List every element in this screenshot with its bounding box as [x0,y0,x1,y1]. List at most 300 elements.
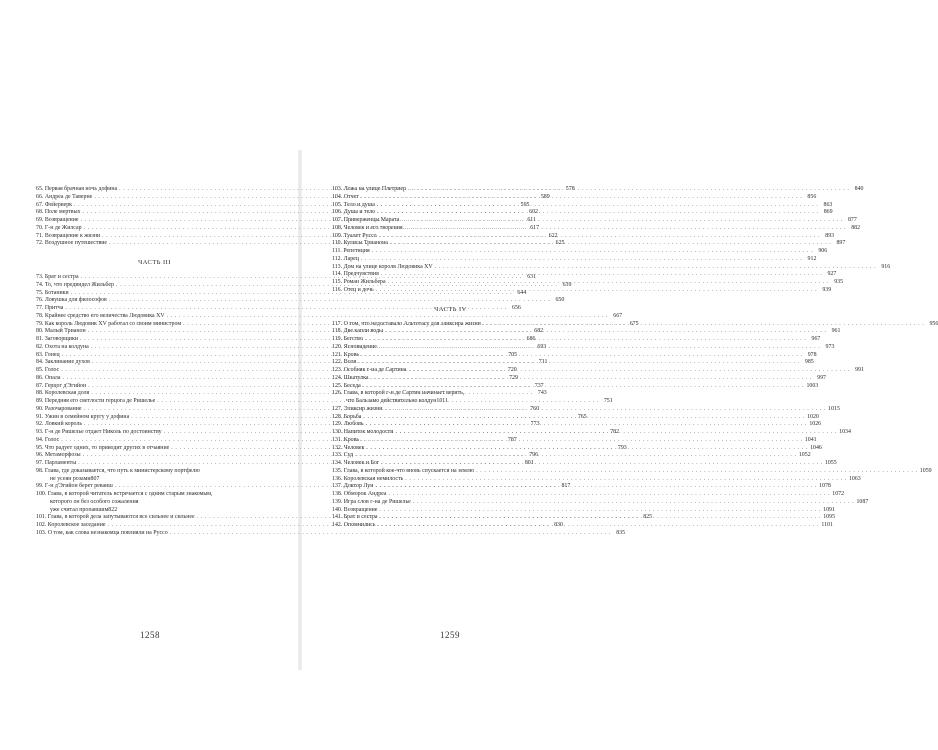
toc-entry-title-text: Передняя его светлости герцога де Ришелье [44,398,156,404]
toc-entry-title [332,483,373,491]
leader-dots [413,499,854,507]
toc-entry-number: 106. [332,209,343,216]
toc-entry-page: 978 [807,351,817,358]
toc-entry-page: 656 [512,305,521,311]
toc-entry-page: 578 [565,186,575,192]
toc-entry [332,217,857,225]
toc-entry [332,271,837,279]
toc-entry-title [332,375,368,383]
leader-dots [370,375,811,383]
toc-entry-number: 91. [36,413,44,420]
toc-entry-title [36,421,82,429]
toc-entry-number: 73. [36,274,44,280]
leader-dots [401,217,842,225]
toc-entry-number: 119. [332,336,343,342]
toc-entry-page: 1003 [806,382,819,389]
toc-entry-page: 1063 [848,475,861,482]
leader-dots [405,225,846,233]
toc-entry-title [332,522,375,530]
leader-dots [355,452,796,460]
toc-entry-title [36,452,81,460]
toc-entry-title [332,437,359,445]
toc-entry-title-text: Воздушное путешествие [44,240,108,247]
toc-entry-title [36,522,105,530]
toc-entry-title-text: Кулисы Трианона [343,240,388,247]
toc-entry-title-text: Гонец [44,351,60,358]
toc-entry-page: 840 [854,186,864,192]
toc-entry-multiline [36,468,273,484]
toc-entry-page: 711 [538,359,548,366]
leader-dots [363,414,804,422]
toc-entry-title-line: 100. Глава, в которой читатель встречается с одним старым знакомым, [36,491,213,497]
leader-dots [361,256,802,264]
toc-entry [332,452,811,460]
toc-entry-page: 877 [847,217,857,223]
toc-entry-number: 129. [332,421,343,428]
toc-entry-page: 830 [554,522,563,528]
toc-entry-title [36,186,117,194]
toc-entry-page: 611 [527,217,536,223]
toc-entry-title-text: Заклинание духов [44,359,90,366]
toc-entry-page: 869 [823,209,833,216]
leader-dots [483,321,924,329]
toc-entry-number: 115. [332,279,343,285]
toc-entry-title [332,344,377,352]
toc-entry-page: 793 [617,444,627,451]
toc-entry [332,279,844,287]
toc-entry-title-text: Брат и сестра [44,274,79,280]
toc-entry [332,421,822,429]
toc-entry-number: 90. [36,405,44,412]
toc-entry-title-text: Фейерверк [44,201,73,208]
toc-entry-title-line: которого он без особого сожаления [50,498,139,505]
toc-entry-number: 139. [332,498,343,505]
toc-entry-page: 1095 [823,514,836,521]
toc-entry-title [332,202,375,210]
toc-entry-page: 817 [561,483,571,490]
toc-entry-title-text: Ловкий король [44,421,83,428]
toc-entry-number: 99. [36,483,44,490]
toc-entry-title [332,445,364,453]
toc-entry-title-text: Глава, в которой кое-что вновь спускается на землю [343,467,475,474]
toc-entry-page: 927 [827,271,837,278]
toc-entry-page: 617 [530,224,540,231]
leader-dots [389,491,830,499]
toc-entry-page: 1091 [823,506,835,513]
toc-entry-title [332,514,378,522]
toc-entry-number: 65. [36,186,44,192]
toc-entry-number: 84. [36,359,44,366]
toc-entry-page: 602 [529,209,538,216]
toc-entry-page: 863 [823,201,833,208]
toc-entry-page: 939 [822,286,832,293]
leader-dots [390,240,831,248]
toc-entry-title [332,186,406,194]
toc-entry-title-text: Королевская немилость [343,475,404,482]
toc-entry-title-text: Брат и сестра [343,514,378,521]
toc-entry-title-line: не усеян розами [50,475,91,482]
toc-entry-page: 1020 [807,413,819,420]
leader-dots [381,271,822,279]
toc-entry-title-text: Охота на колдуна [44,343,89,350]
toc-entry-title-line: что Бальзамо действительно колдун [346,398,437,404]
toc-entry-title-text: Игра слов г-на де Ришелье [343,498,411,505]
toc-entry-number: 127. [332,405,343,412]
leader-dots [379,507,820,515]
toc-entry [332,255,817,264]
toc-entry-number: 138. [332,491,343,497]
toc-entry-title-text: То, что предвидел Жильбер [44,281,114,288]
toc-entry-title-text: Душа и тело [343,209,376,216]
toc-entry-number: 132. [332,444,343,451]
toc-entry-number: 72. [36,240,44,247]
toc-entry-number: 71. [36,232,44,239]
toc-entry [332,343,835,352]
toc-entry-page: 973 [825,343,835,350]
toc-entry [36,297,565,305]
toc-entry-title-line: уже считал пропавшим [50,506,109,513]
toc-entry-page: 801 [524,460,534,466]
toc-entry-title [332,367,406,375]
toc-entry-number: 125. [332,382,343,389]
toc-entry-title [332,248,370,256]
toc-entry-page: 1087 [856,498,869,505]
toc-entry-title [36,437,59,445]
toc-entry [332,467,932,476]
toc-entry-title [36,398,155,406]
toc-entry-number: 112. [332,255,343,262]
part-heading: ЧАСТЬ III [138,259,171,266]
toc-entry-title-text: Человек и Бог [343,460,380,466]
toc-entry-title-text: Любовь [343,421,364,428]
toc-entry-title [332,359,356,367]
part-heading: ЧАСТЬ IV [434,305,467,313]
toc-entry-title [332,406,382,414]
toc-entry-number: 92. [36,421,44,428]
toc-entry-page: 916 [881,263,891,270]
toc-entry-number: 77. [36,305,44,311]
toc-entry [332,248,828,256]
toc-entry [36,312,623,321]
toc-entry-multiline [332,390,569,406]
toc-entry [332,367,864,375]
toc-entry-number: 66. [36,193,44,200]
toc-entry-number: 82. [36,343,44,350]
toc-entry-title-line: 98. Глава, где доказывается, что путь к министерскому портфелю [36,467,200,474]
toc-entry-title-text: Шкатулка [343,374,369,381]
toc-entry-number: 131. [332,436,343,443]
toc-entry-title [36,406,82,414]
toc-entry [332,506,835,515]
toc-entry-title-text: Кровь [343,436,360,443]
toc-entry-number: 101. [36,514,47,521]
toc-entry-title-line: 126. Глава, в которой г-н де Сартин начинает верить, [332,390,465,397]
toc-entry-number: 79. [36,320,44,327]
toc-entry-page: 787 [507,436,517,443]
toc-entry-number: 135. [332,467,343,474]
toc-entry-title-text: Ботаники [44,289,69,296]
toc-entry-title-text: Напиток молодости [343,429,394,435]
toc-entry [332,201,833,210]
toc-entry-number: 87. [36,382,44,389]
toc-entry-title-text: Метаморфозы [44,452,81,459]
toc-entry-number: 104. [332,193,343,200]
toc-entry-page: 956 [929,320,938,327]
toc-entry-number: 103. [332,186,343,192]
toc-entry-title-text: Королевское заседание [47,522,106,528]
toc-entry [332,193,817,202]
toc-entry-title-text: Притча [44,305,64,311]
toc-entry-page: 893 [825,232,835,239]
toc-entry-number: 69. [36,217,44,223]
leader-dots [384,406,825,414]
toc-entry-number: 116. [332,286,343,293]
toc-entry-title-text: Человек [343,444,365,451]
toc-entry-title [36,375,61,383]
toc-entry-number: 120. [332,343,343,350]
toc-entry-title-text: Парламенты [44,460,77,466]
toc-entry [332,240,846,248]
toc-entry-page: 625 [555,240,565,247]
toc-entry-title-text: Человек и его творения [343,224,403,231]
leader-dots [361,437,802,445]
toc-entry-number: 141. [332,514,343,521]
toc-entry-title [36,336,78,344]
toc-entry-title [36,202,72,210]
toc-entry-title [36,217,78,225]
toc-entry-number: 137. [332,483,343,490]
toc-entry-number: 85. [36,367,44,373]
toc-entry-title-text: Опала [44,374,61,381]
leader-dots [361,352,802,360]
leader-dots [395,429,836,437]
leader-dots [365,336,806,344]
toc-entry-number: 103. [36,529,47,536]
toc-entry-number: 124. [332,374,343,381]
toc-entry-number: 118. [332,328,343,335]
toc-entry-page: 1034 [839,429,851,435]
toc-entry-title [36,209,80,217]
toc-entry-page: 835 [616,529,626,536]
toc-entry-page: 1026 [809,421,822,428]
toc-entry-title [36,352,60,360]
toc-entry-number: 95. [36,444,44,451]
toc-entry-page: 997 [817,374,826,381]
toc-entry-title [36,483,113,491]
toc-entry-title-text: Возвращение [44,217,79,223]
toc-entry-title-text: Репетиция [343,248,370,254]
toc-entry-number: 130. [332,429,343,435]
toc-entry-title [36,274,79,282]
toc-entry-page: 882 [851,224,861,231]
toc-entry-number: 97. [36,460,44,466]
toc-entry-page: 1059 [919,467,932,474]
toc-entry [332,460,837,468]
toc-entry-page: 856 [807,193,817,200]
toc-entry-page: 807 [90,475,100,482]
toc-entry-title [332,336,363,344]
page-number: 1259 [440,630,460,640]
toc-entry [332,286,832,295]
toc-entry-title [36,194,92,202]
toc-entry-title [332,328,383,336]
toc-entry-page: 773 [530,421,540,428]
toc-entry-number: 74. [36,281,44,288]
toc-entry [332,351,817,360]
toc-entry [332,483,831,491]
toc-entry-title [332,321,481,329]
toc-entry-title [332,460,379,468]
toc-entry-page: 720 [507,367,517,373]
toc-entry-title-text: Особняк г-на де Сартина [343,367,407,373]
toc-entry [332,374,826,383]
toc-entry-page: 705 [508,351,518,358]
toc-entry-title-text: Ларец [343,255,359,262]
toc-entry-title-text: Разочарование [44,405,82,412]
toc-entry-title-text: Предчувствия [343,271,379,278]
leader-dots [376,287,817,295]
toc-entry-title [36,233,100,241]
toc-entry-multiline [36,491,273,514]
toc-entry-title [36,328,86,336]
toc-entry-page: 1052 [798,452,811,459]
toc-entry-number: 105. [332,201,343,208]
toc-entry [332,498,869,507]
leader-dots [408,186,849,194]
toc-entry-page: 751 [603,398,613,404]
toc-entry-title-text: Возвращение к жизни [44,232,101,239]
toc-entry-number: 113. [332,263,343,270]
toc-entry-page: 589 [540,193,550,200]
toc-entry-number: 88. [36,390,44,397]
toc-entry-title-text: Опомнились [343,522,376,528]
toc-entry-page: 639 [562,281,572,288]
toc-entry-title-text: Что радует одних, то приводит других в отчаяние [44,444,170,451]
toc-entry [332,436,817,445]
toc-entry-page: 1015 [828,405,840,412]
leader-dots [366,445,807,453]
toc-entry-number: 140. [332,506,343,513]
toc-entry-number: 86. [36,374,44,381]
toc-entry-title [332,452,353,460]
page-number: 1258 [140,630,160,640]
toc-entry-number: 94. [36,436,44,443]
leader-dots [375,483,816,491]
toc-entry-title-text: Г-н де Жилсар [44,224,82,231]
toc-entry-title-text: Роман Жильбера [343,279,386,285]
toc-entry-title [332,225,403,233]
toc-entry-page: 985 [804,359,814,366]
toc-entry-title [36,390,89,398]
toc-entry-number: 83. [36,351,44,358]
toc-entry-number: 108. [332,224,343,231]
toc-entry-title-text: Дом на улице короля Людовика XV [343,263,433,270]
leader-dots [388,279,829,287]
toc-entry-page: 991 [855,367,864,373]
toc-entry-title [332,352,359,360]
toc-entry-title-text: Первая брачная ночь дофина [44,186,118,192]
toc-entry-page: 760 [530,405,540,412]
toc-entry-page: 1041 [804,436,817,443]
toc-entry-title [332,264,433,272]
toc-entry-title [332,233,377,241]
toc-entry-title [36,367,59,375]
leader-dots [381,460,822,468]
toc-entry-title [332,429,393,437]
toc-entry-title-text: Тело и душа [343,201,375,208]
leader-dots [379,344,820,352]
toc-entry-number: 121. [332,351,343,358]
toc-entry-title-text: Доктор Луи [343,483,374,490]
toc-entry-title [332,209,375,217]
toc-entry-title [36,383,86,391]
toc-entry-page: 650 [555,297,565,304]
toc-entry-number: 75. [36,289,44,296]
toc-entry-page: 1011 [436,398,448,404]
toc-entry-page: 1072 [832,491,845,497]
toc-entry-number: 128. [332,413,343,420]
toc-entry-number: 76. [36,297,44,304]
toc-entry-page: 737 [534,382,544,389]
toc-entry [332,359,814,367]
toc-entry-number: 93. [36,429,44,435]
toc-entry-page: 644 [517,289,527,296]
toc-entry-title-text: Малый Трианон [44,328,86,335]
toc-entry-title [36,297,107,305]
toc-entry [332,405,840,414]
toc-entry-title [36,460,76,468]
toc-entry-number: 136. [332,475,343,482]
toc-entry-page: 631 [527,274,537,280]
toc-entry-page: 675 [629,320,639,327]
toc-entry-title [332,279,386,287]
leader-dots [377,522,818,530]
toc-entry [332,491,845,499]
toc-entry-number: 80. [36,328,44,335]
toc-entry-page: 686 [526,336,536,342]
toc-entry-number: 81. [36,336,44,342]
toc-entry-title [36,240,107,248]
toc-entry-page: 729 [509,374,518,381]
toc-entry-title-text: Эликсир жизни [343,405,383,412]
toc-entry-number: 142. [332,522,343,528]
toc-entry-title [332,491,387,499]
leader-dots [476,468,917,476]
toc-entry-page: 906 [818,248,828,254]
toc-entry-title-text: Поле мертвых [44,209,81,216]
toc-entry-page: 1055 [824,460,837,466]
toc-entry-number: 67. [36,201,44,208]
toc-entry-title-text: Отчет [343,193,359,200]
toc-entry-title-text: Две капли воды [343,328,383,335]
toc-entry-title-text: Герцог д'Эгийон [44,382,87,389]
toc-entry-number: 78. [36,312,44,319]
toc-entry-title-text: О том, что недоставало Альтотасу для эликсира жизни [343,320,481,327]
toc-entry-title-text: Ужин в семейном кругу у дофина [44,413,130,420]
leader-dots [385,328,826,336]
leader-dots [361,194,802,202]
toc-entry-page: 682 [534,328,544,335]
toc-entry-number: 111. [332,248,342,254]
toc-entry-page: 595 [520,201,530,208]
toc-entry-page: 743 [537,390,547,397]
toc-entry-number: 133. [332,452,343,459]
toc-entry-number: 114. [332,271,343,278]
toc-entry-page: 1046 [810,444,822,451]
toc-entry-title-text: Борьба [343,413,362,420]
toc-entry-title-text: Андреа де Таверне [44,193,93,200]
toc-entry-title [332,476,403,484]
